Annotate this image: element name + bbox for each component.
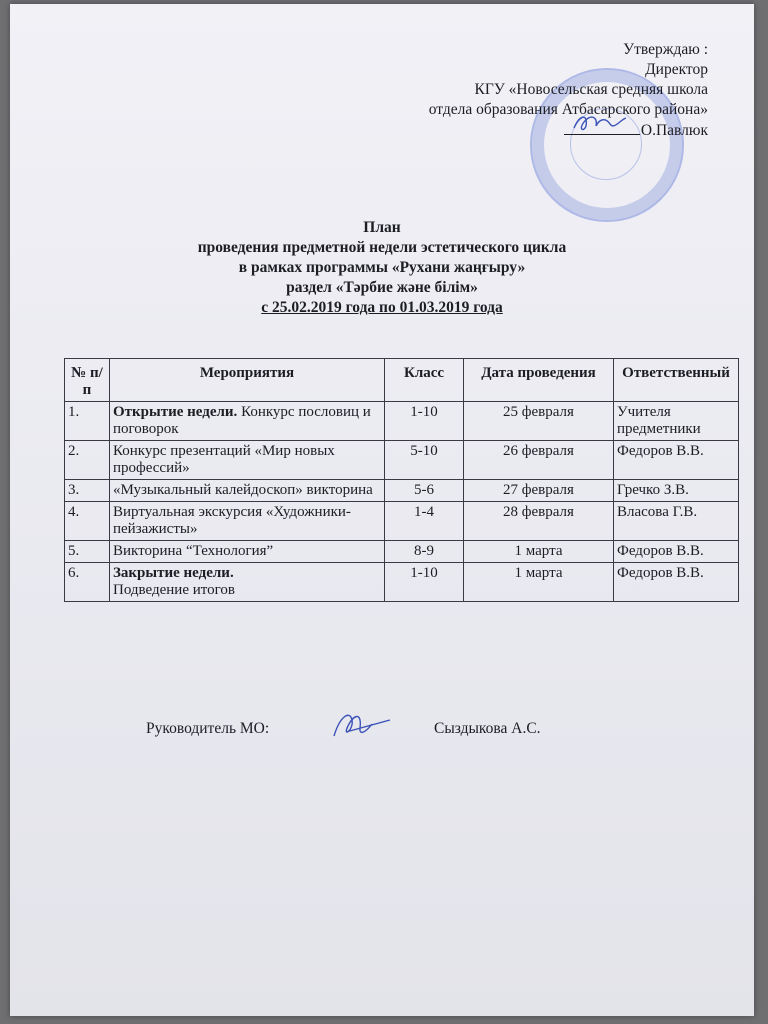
event-text: «Музыкальный калейдоскоп» викторина [113, 482, 373, 498]
event-text: Конкурс пословиц и поговорок [113, 404, 371, 437]
row-event [110, 402, 385, 441]
title-dates: с 25.02.2019 года по 01.03.2019 года [261, 299, 503, 316]
signoff-block [146, 720, 646, 738]
director-name: О.Павлюк [640, 122, 708, 139]
table-row [65, 441, 739, 480]
event-bold: Открытие недели. [113, 404, 238, 420]
row-event [110, 441, 385, 480]
table-row [65, 402, 739, 441]
header-event: Мероприятия [110, 359, 385, 402]
header-date: Дата проведения [464, 359, 614, 402]
director-signature-line [564, 120, 708, 141]
header-num: № п/п [65, 359, 110, 402]
signoff-name: Сыздыкова А.С. [434, 720, 541, 737]
table-header-row [65, 359, 739, 402]
row-responsible: Федоров В.В. [614, 541, 739, 563]
row-responsible: Гречко З.В. [614, 480, 739, 502]
document-title [10, 218, 754, 318]
table-row [65, 502, 739, 541]
row-date: 1 марта [464, 541, 614, 563]
event-bold: Закрытие недели. [113, 565, 234, 581]
table-row [65, 563, 739, 602]
head-signature [326, 706, 396, 746]
row-date: 27 февраля [464, 480, 614, 502]
event-text: Подведение итогов [113, 582, 235, 598]
row-class: 5-6 [385, 480, 464, 502]
plan-table [64, 358, 739, 602]
approval-line-3: КГУ «Новосельская средняя школа [474, 81, 708, 98]
approval-line-2: Директор [645, 61, 708, 78]
row-class: 5-10 [385, 441, 464, 480]
title-line-3: в рамках программы «Рухани жаңғыру» [238, 259, 526, 276]
row-class: 1-10 [385, 402, 464, 441]
signoff-role: Руководитель МО: [146, 720, 270, 737]
table-row [65, 541, 739, 563]
row-num: 3. [65, 480, 110, 502]
row-class: 8-9 [385, 541, 464, 563]
row-num: 5. [65, 541, 110, 563]
event-text: Викторина “Технология” [113, 543, 274, 559]
title-line-1: План [363, 219, 401, 236]
row-event [110, 563, 385, 602]
event-text: Виртуальная экскурсия «Художники-пейзажисты» [113, 504, 351, 537]
row-event [110, 541, 385, 563]
row-date: 1 марта [464, 563, 614, 602]
row-num: 2. [65, 441, 110, 480]
row-num: 6. [65, 563, 110, 602]
header-class: Класс [385, 359, 464, 402]
row-num: 1. [65, 402, 110, 441]
row-num: 4. [65, 502, 110, 541]
document-page [10, 4, 754, 1016]
row-date: 25 февраля [464, 402, 614, 441]
row-class: 1-4 [385, 502, 464, 541]
approval-line-4: отдела образования Атбасарского района» [428, 101, 708, 118]
row-responsible: Федоров В.В. [614, 563, 739, 602]
table-row [65, 480, 739, 502]
row-date: 26 февраля [464, 441, 614, 480]
row-responsible: Власова Г.В. [614, 502, 739, 541]
row-event [110, 480, 385, 502]
approval-block [429, 40, 708, 141]
approval-line-1: Утверждаю : [623, 41, 708, 58]
title-line-4: раздел «Тәрбие және білім» [286, 279, 478, 296]
event-text: Конкурс презентаций «Мир новых профессий» [113, 443, 335, 476]
row-class: 1-10 [385, 563, 464, 602]
header-responsible: Ответственный [614, 359, 739, 402]
row-date: 28 февраля [464, 502, 614, 541]
director-signature [570, 110, 630, 136]
row-responsible: Учителя предметники [614, 402, 739, 441]
title-line-2: проведения предметной недели эстетического цикла [197, 239, 567, 256]
row-event [110, 502, 385, 541]
row-responsible: Федоров В.В. [614, 441, 739, 480]
